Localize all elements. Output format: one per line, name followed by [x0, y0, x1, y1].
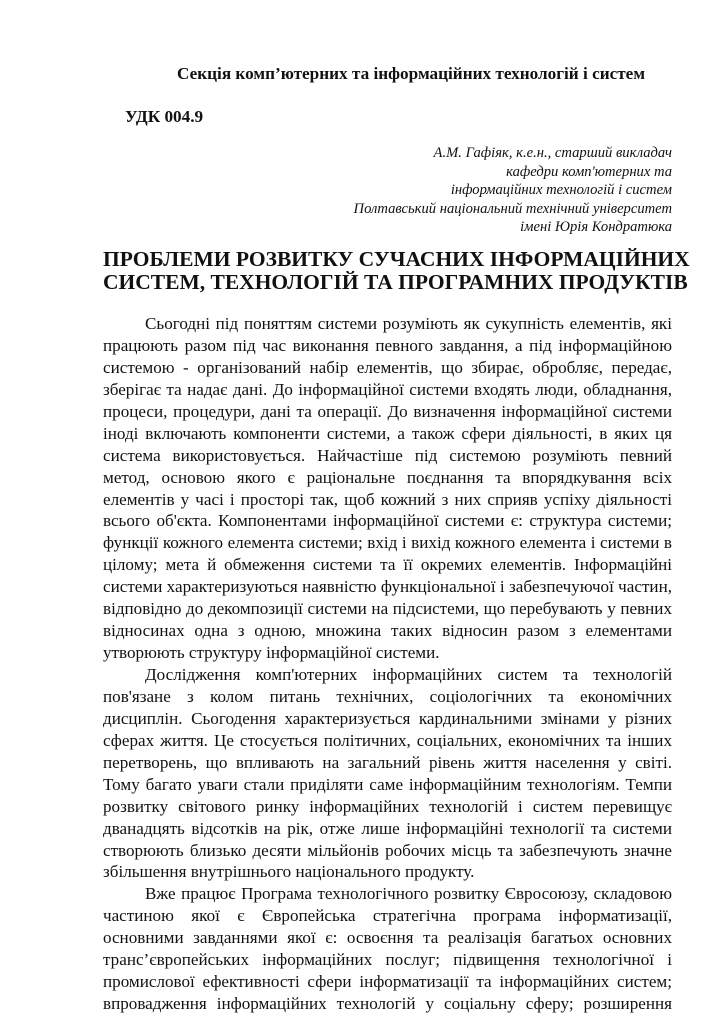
text-line: частиною якої є Європейська стратегічна програма інформатизації,	[103, 906, 672, 926]
paragraph-2	[103, 664, 672, 883]
text-line: системою - організований набір елементів, що збирає, обробляє, передає,	[103, 357, 672, 377]
text-line: метод, основою якого є раціональне поєднання та впорядкування всіх	[103, 467, 672, 487]
title-line: СИСТЕМ, ТЕХНОЛОГІЙ ТА ПРОГРАМНИХ ПРОДУКТІВ	[103, 270, 688, 294]
section-header: Секція комп’ютерних та інформаційних технологій і систем	[177, 64, 646, 83]
text-line: розвитку світового ринку інформаційних технологій і систем перевищує	[103, 796, 672, 816]
text-line: впровадження інформаційних технологій у соціальну сферу; розширення	[103, 994, 672, 1014]
udk-code: УДК 004.9	[125, 107, 204, 126]
text-line: працюють разом під час виконання певного завдання, а під інформаційною	[103, 335, 672, 355]
title-line: ПРОБЛЕМИ РОЗВИТКУ СУЧАСНИХ ІНФОРМАЦІЙНИХ	[103, 247, 690, 271]
author-name: А.М. Гафіяк, к.е.н., старший викладач	[433, 145, 672, 161]
text-line: відносинах одна з одною, множина таких відносин разом з елементами	[103, 621, 672, 641]
text-line: пов'язане з колом питань технічних, соціологічних та економічних	[103, 686, 672, 706]
text-line: відповідно до декомпозиції системи на підсистеми, що перебувають у певних	[103, 599, 672, 619]
author-block	[354, 144, 672, 237]
text-line: транс’європейських інформаційних послуг; підвищення технологічної і	[103, 950, 672, 970]
text-line: система використовується. Найчастіше під системою розуміють певний	[103, 445, 672, 465]
text-line: іноді включають компоненти системи, а також сфери діяльності, в яких ця	[103, 423, 672, 443]
text-line: функції кожного елемента системи; вхід і вихід кожного елемента і системи в	[103, 533, 672, 553]
text-line: елементів у часі і просторі так, щоб кожний з них сприяв успіху діяльності	[103, 489, 672, 509]
text-line: перетворень, що впливають на загальний рівень життя населення у світі.	[103, 752, 672, 772]
author-university: Полтавський національний технічний університет	[353, 200, 672, 217]
text-line: системи характеризуються наявністю функціональної і забезпечуючої частин,	[103, 577, 672, 597]
text-line: утворюють структуру інформаційної системи.	[103, 643, 440, 663]
text-line: промислової ефективності сфери інформатизації та інформаційних систем;	[103, 972, 672, 992]
paragraph-1	[103, 313, 672, 664]
paper-title	[103, 247, 690, 294]
text-line: основними завданнями якої є: освоєння та реалізація багатьох основних	[103, 928, 672, 948]
text-line: зберігає та надає дані. До інформаційної системи входять люди, обладнання,	[103, 379, 672, 399]
text-line: сферах життя. Це стосується політичних, соціальних, економічних та інших	[103, 730, 672, 750]
author-department-cont: інформаційних технологій і систем	[450, 182, 672, 199]
text-line: Дослідження комп'ютерних інформаційних систем та технологій	[145, 665, 672, 684]
text-line: збільшення внутрішнього національного продукту.	[103, 862, 475, 882]
text-line: Вже працює Програма технологічного розвитку Євросоюзу, складовою	[145, 884, 672, 904]
paragraph-3	[103, 883, 672, 1015]
text-line: Тому багато уваги стали приділяти саме інформаційним технологіям. Темпи	[103, 774, 672, 794]
author-university-cont: імені Юрія Кондратюка	[520, 219, 672, 236]
text-line: дисциплін. Сьогодення характеризується кардинальними змінами у різних	[103, 708, 672, 728]
text-line: створюють близько десяти мільйонів робочих місць та забезпечують значне	[103, 840, 672, 860]
text-line: всього об'єкта. Компонентами інформаційної системи є: структура системи;	[103, 511, 672, 531]
text-line: процеси, процедури, дані та операції. До визначення інформаційної системи	[103, 401, 672, 421]
body-text	[103, 313, 672, 1015]
text-line: цілому; мета й обмеження системи та її окремих елементів. Інформаційні	[103, 555, 672, 575]
text-line: дванадцять відсотків на рік, отже лише інформаційні технології та системи	[103, 818, 672, 838]
text-line: Сьогодні під поняттям системи розуміють як сукупність елементів, які	[145, 314, 672, 333]
author-department: кафедри комп'ютерних та	[506, 163, 672, 180]
